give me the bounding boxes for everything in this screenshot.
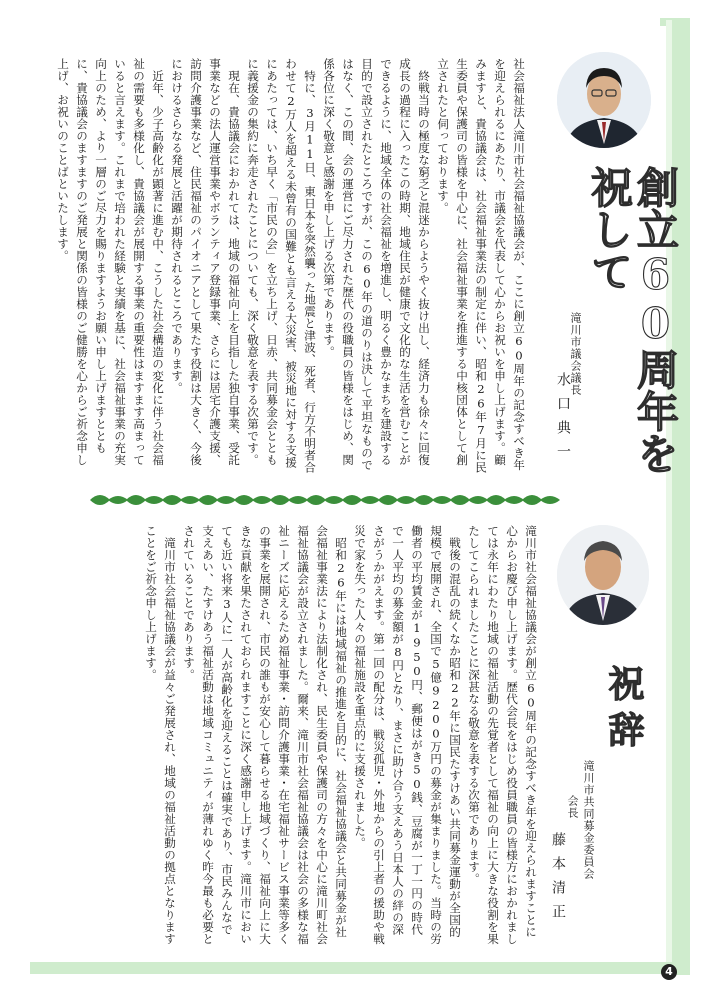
author-organization: 滝川市議会議長 [569, 312, 582, 396]
article-title-congratulatory-address: 祝辞 [603, 665, 645, 757]
paragraph: 滝川市社会福祉協議会が益々ご発展され、地域の福祉活動の拠点となりますことをご祈念申し上げます。 [144, 525, 177, 945]
ornamental-divider [90, 488, 560, 512]
article-title-60th-anniversary: 創立60周年を祝して [585, 166, 680, 474]
paragraph: 現在、貴協議会におかれては、地域の福祉向上を目指した独自事業、受託事業などの法人運営事業やボランティア登録事業、さらには居宅介護支援、訪問介護事業など、住民福祉のパイオニアとして果たす役割は大きく、今後におけるさらなる発展と活躍が期待されるところであります。 [170, 58, 241, 466]
author-organization: 滝川市共同募金委員会 [582, 760, 595, 880]
paragraph: 終戦当時の極度な窮乏と混迷からようやく抜け出し、経済力も徐々に回復成長の過程に入ったこの時期、地域住民が健康で文化的な生活を営むことができるように、地域全体の社会福祉を増進し、明るく豊かなまちを建設する目的で設立されたところですが、この60年の道のりは決して平坦なものではなく、この間、会の運営にご尽力された歴代の役職員の皆様をはじめ、関係各位に深く敬意と感謝を申し上げる次第であります。 [322, 58, 431, 471]
page-number: 4 [661, 964, 677, 980]
author-name: 藤本清正 [550, 832, 566, 928]
paragraph: 近年、少子高齢化が顕著に進む中、こうした社会構造の変化に伴う社会福祉の需要も多様化し、貴協議会が展開する事業の重要性はますます高まっていると言えます。これまで培われた経験と実績を基に、社会福祉事業の充実向上のため、より一層のご尽力を賜りますようお願い申し上げますとともに、貴協議会のますますのご発展と関係の皆様のご健勝を心からご祈念申し上げ、お祝いのことばといたします。 [56, 58, 165, 466]
author-role: 会長 [566, 795, 579, 819]
decorative-band-bottom [30, 962, 690, 974]
paragraph: 昭和26年には地域福祉の推進を目的に、社会福祉協議会と共同募金が社会福祉事業法により法制化され、民生委員や保護司の方々を中心に滝川町社会福祉協議会が設立されました。爾来、滝川市社会福祉協議会は社会の多様な福祉ニーズに応えるため福祉事業・訪問介護事業・在宅福祉サービス事業等多くの事業を展開され、市民の誰もが安心して暮らせる地域づくり、福祉向上に大きな貢献を果たされておられますことに深く感謝申し上げます。滝川市においても近い将来3人に一人が高齢化を迎えることは確実であり、市民みんなで支えあい、たすけあう福祉活動は地域コミュニティが薄れゆく昨今最も必要とされていることであります。 [182, 525, 348, 945]
portrait-photo-mizuguchi [557, 52, 651, 148]
article-body-1 [46, 58, 528, 476]
paragraph: 特に、3月11日、東日本を突然襲った地震と津波、死者、行方不明者合わせて2万人を超える未曾有の国難とも言える大災害、被災地に対する支援にあたっては、いち早く「市民の会」を立ち上げ、日赤、共同募金会とともに義援金の集約に奔走されたことについても、深く敬意を表する次第です。 [246, 58, 317, 473]
paragraph: 滝川市社会福祉協議会が創立60周年の記念すべき年を迎えられますことに心からお慶び申し上げます。歴代会長をはじめ役員職員の皆様方におかれましては永年にわたり地域の福祉活動の先覚者として福祉の向上に大きな役割を果たしてこられましたことに深甚なる敬意を表する次第であります。 [467, 525, 538, 945]
author-name: 水口典一 [555, 372, 571, 468]
portrait-photo-fujimoto [557, 525, 649, 625]
paragraph: 社会福祉法人滝川市社会福祉協議会が、ここに創立60周年の記念すべき年を迎えられるにあたり、市議会を代表して心からお祝いを申し上げます。顧みますと、貴協議会は、社会福祉事業法の制定に伴い、昭和26年7月に民生委員や保護司の皆様を中心に、社会福祉事業を推進する中核団体として創立されたと伺っております。 [436, 58, 526, 474]
article-body-2 [120, 525, 540, 947]
paragraph: 戦後の混乱の続くなか昭和22年に国民たすけあい共同募金運動が全国的規模で展開され、全国で5億9200万円の募金が集まりました。当時の労働者の平均賃金が1950円、郵便はがき50銭、豆腐が一丁一円の時代で一人平均の募金額が8円となり、まさに助け合う支えあう日本人の絆の深さがうかがえます。第一回の配分は、戦災孤児・外地からの引上者の援助や戦災で家を失った人々の福祉施設を重点的に支援されました。 [353, 525, 462, 945]
